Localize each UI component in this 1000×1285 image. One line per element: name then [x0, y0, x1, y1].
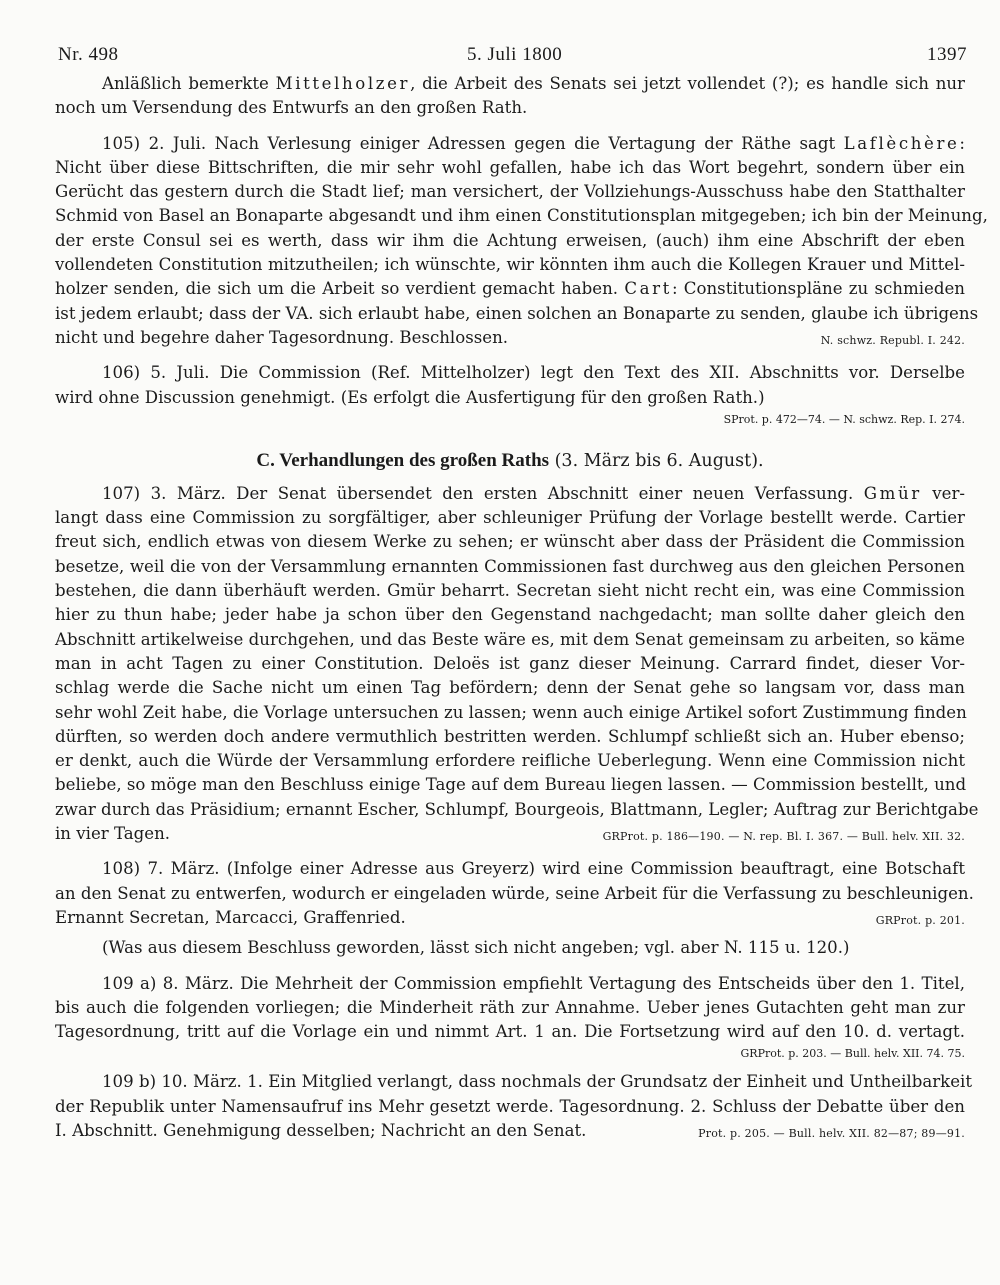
text-line: in vier Tagen. GRProt. p. 186—190. — N. rep. Bl. I. 367. — Bull. helv. XII. 32.: [55, 822, 965, 846]
source-citation: SProt. p. 472—74. — N. schwz. Rep. I. 274.: [723, 412, 965, 426]
text-line: langt dass eine Commission zu sorgfältiger, aber schleuniger Prüfung der Vorlage bestellt werde. Cartier: [55, 508, 965, 528]
text-line: 107) 3. März. Der Senat übersendet den ersten Abschnitt einer neuen Verfassung. Gmür ver-: [102, 483, 966, 503]
paragraph-107: [55, 482, 979, 846]
text-line: vollendeten Constitution mitzutheilen; ich wünschte, wir könnten ihm auch die Kollegen Krauer und Mittel-: [55, 255, 965, 275]
text-line: Abschnitt artikelweise durchgehen, und das Beste wäre es, mit dem Senat gemeinsam zu arbeiten, so käme: [55, 629, 965, 649]
text-line: dürften, so werden doch andere vermuthlich bestritten werden. Schlumpf schließt sich an. Huber ebenso;: [55, 726, 965, 746]
text-line: (Was aus diesem Beschluss geworden, lässt sich nicht angeben; vgl. aber N. 115 u. 120.): [102, 938, 850, 958]
text-line: zwar durch das Präsidium; ernannt Escher, Schlumpf, Bourgeois, Blattmann, Legler; Auftrag zur Berichtgabe: [55, 799, 979, 819]
paragraph-106: [55, 361, 965, 430]
text-line: beliebe, so möge man den Beschluss einige Tage auf dem Bureau liegen lassen. — Commission bestellt, und: [55, 775, 967, 795]
text-line: nicht und begehre daher Tagesordnung. Beschlossen. N. schwz. Republ. I. 242.: [55, 326, 965, 350]
source-citation: GRProt. p. 203. — Bull. helv. XII. 74. 75.: [740, 1047, 965, 1061]
text-line: bis auch die folgenden vorliegen; die Minderheit räth zur Annahme. Ueber jenes Gutachten geht man zur: [55, 997, 965, 1017]
text-line: sehr wohl Zeit habe, die Vorlage untersuchen zu lassen; wenn auch einige Artikel sofort Zustimmung finden: [55, 702, 967, 722]
source-citation: GRProt. p. 186—190. — N. rep. Bl. I. 367. — Bull. helv. XII. 32.: [602, 830, 965, 844]
running-header: [55, 44, 965, 72]
text-line: Tagesordnung, tritt auf die Vorlage ein und nimmt Art. 1 an. Die Fortsetzung wird auf den 10. d. vertagt.: [55, 1022, 965, 1042]
text-line: hier zu thun habe; jeder habe ja schon über den Gegenstand nachgedacht; man sollte daher gleich den: [55, 605, 965, 625]
text-line: Nicht über diese Bittschriften, die mir sehr wohl gefallen, habe ich das Wort begehrt, sondern über ein: [55, 157, 965, 177]
paragraph-105: [55, 132, 988, 351]
text-line: Schmid von Basel an Bonaparte abgesandt und ihm einen Constitutionsplan mitgegeben; ich bin der Meinung,: [55, 206, 988, 226]
text-line: freut sich, endlich etwas von diesem Werke zu sehen; er wünscht aber dass der Präsident die Commission: [55, 532, 965, 552]
paragraph-108: [55, 857, 974, 960]
section-heading: C. Verhandlungen des großen Raths (3. März bis 6. August).: [256, 449, 764, 471]
text-line: 109 b) 10. März. 1. Ein Mitglied verlangt, dass nochmals der Grundsatz der Einheit und Untheilbarkeit: [102, 1072, 973, 1092]
text-line: an den Senat zu entwerfen, wodurch er eingeladen würde, seine Arbeit für die Verfassung zu beschleunigen.: [55, 883, 974, 903]
text-line: Ernannt Secretan, Marcacci, Graffenried. GRProt. p. 201.: [55, 906, 965, 930]
text-line: 108) 7. März. (Infolge einer Adresse aus Greyerz) wird eine Commission beauftragt, eine Botschaft: [102, 859, 965, 879]
text-line: wird ohne Discussion genehmigt. (Es erfolgt die Ausfertigung für den großen Rath.): [55, 387, 765, 407]
text-line: der Republik unter Namensaufruf ins Mehr gesetzt werde. Tagesordnung. 2. Schluss der Debatte über den: [55, 1096, 965, 1116]
text-line: besetze, weil die von der Versammlung ernannten Commissionen fast durchweg aus den gleichen Personen: [55, 556, 965, 576]
text-line: man in acht Tagen zu einer Constitution. Deloës ist ganz dieser Meinung. Carrard findet, dieser Vor-: [55, 653, 965, 673]
text-line: 106) 5. Juli. Die Commission (Ref. Mittelholzer) legt den Text des XII. Abschnitts vor. Derselbe: [102, 363, 965, 383]
source-citation: Prot. p. 205. — Bull. helv. XII. 82—87; 89—91.: [698, 1126, 965, 1140]
paragraph-intro: [55, 72, 965, 121]
text-line: 105) 2. Juli. Nach Verlesung einiger Adressen gegen die Vertagung der Räthe sagt Laflèchère:: [102, 133, 965, 153]
text-line: der erste Consul sei es werth, dass wir ihm die Achtung erweisen, (auch) ihm eine Abschrift der eben: [55, 230, 965, 250]
text-line: schlag werde die Sache nicht um einen Tag befördern; denn der Senat gehe so langsam vor, dass man: [55, 678, 965, 698]
text-line: noch um Versendung des Entwurfs an den großen Rath.: [55, 98, 528, 118]
paragraph-109a: [55, 972, 965, 1065]
text-line: I. Abschnitt. Genehmigung desselben; Nachricht an den Senat. Prot. p. 205. — Bull. helv. XII. 82—87; 89—91.: [55, 1119, 965, 1143]
document-number: Nr. 498: [58, 44, 119, 65]
header-date: 5. Juli 1800: [467, 44, 563, 65]
text-line: er denkt, auch die Würde der Versammlung erfordere reifliche Ueberlegung. Wenn eine Commission nicht: [55, 751, 965, 771]
text-line: Anläßlich bemerkte Mittelholzer, die Arbeit des Senats sei jetzt vollendet (?); es handle sich nur: [102, 74, 965, 93]
text-line: 109 a) 8. März. Die Mehrheit der Commission empfiehlt Vertagung des Entscheids über den 1. Titel,: [102, 973, 965, 993]
text-line: holzer senden, die sich um die Arbeit so verdient gemacht haben. Cart: Constitutionspläne zu schmieden: [55, 279, 965, 299]
text-line: Gerücht das gestern durch die Stadt lief; man versichert, der Vollziehungs-Ausschuss habe den Statthalter: [55, 182, 965, 202]
source-citation: GRProt. p. 201.: [875, 913, 965, 927]
text-line: ist jedem erlaubt; dass der VA. sich erlaubt habe, einen solchen an Bonaparte zu senden, glaube ich übrigens: [55, 303, 979, 323]
book-page: [55, 44, 988, 1146]
page-number: 1397: [927, 44, 967, 65]
paragraph-109b: [55, 1070, 973, 1143]
text-line: bestehen, die dann überhäuft werden. Gmür beharrt. Secretan sieht nicht recht ein, was eine Commission: [55, 581, 965, 601]
source-citation: N. schwz. Republ. I. 242.: [820, 333, 965, 347]
